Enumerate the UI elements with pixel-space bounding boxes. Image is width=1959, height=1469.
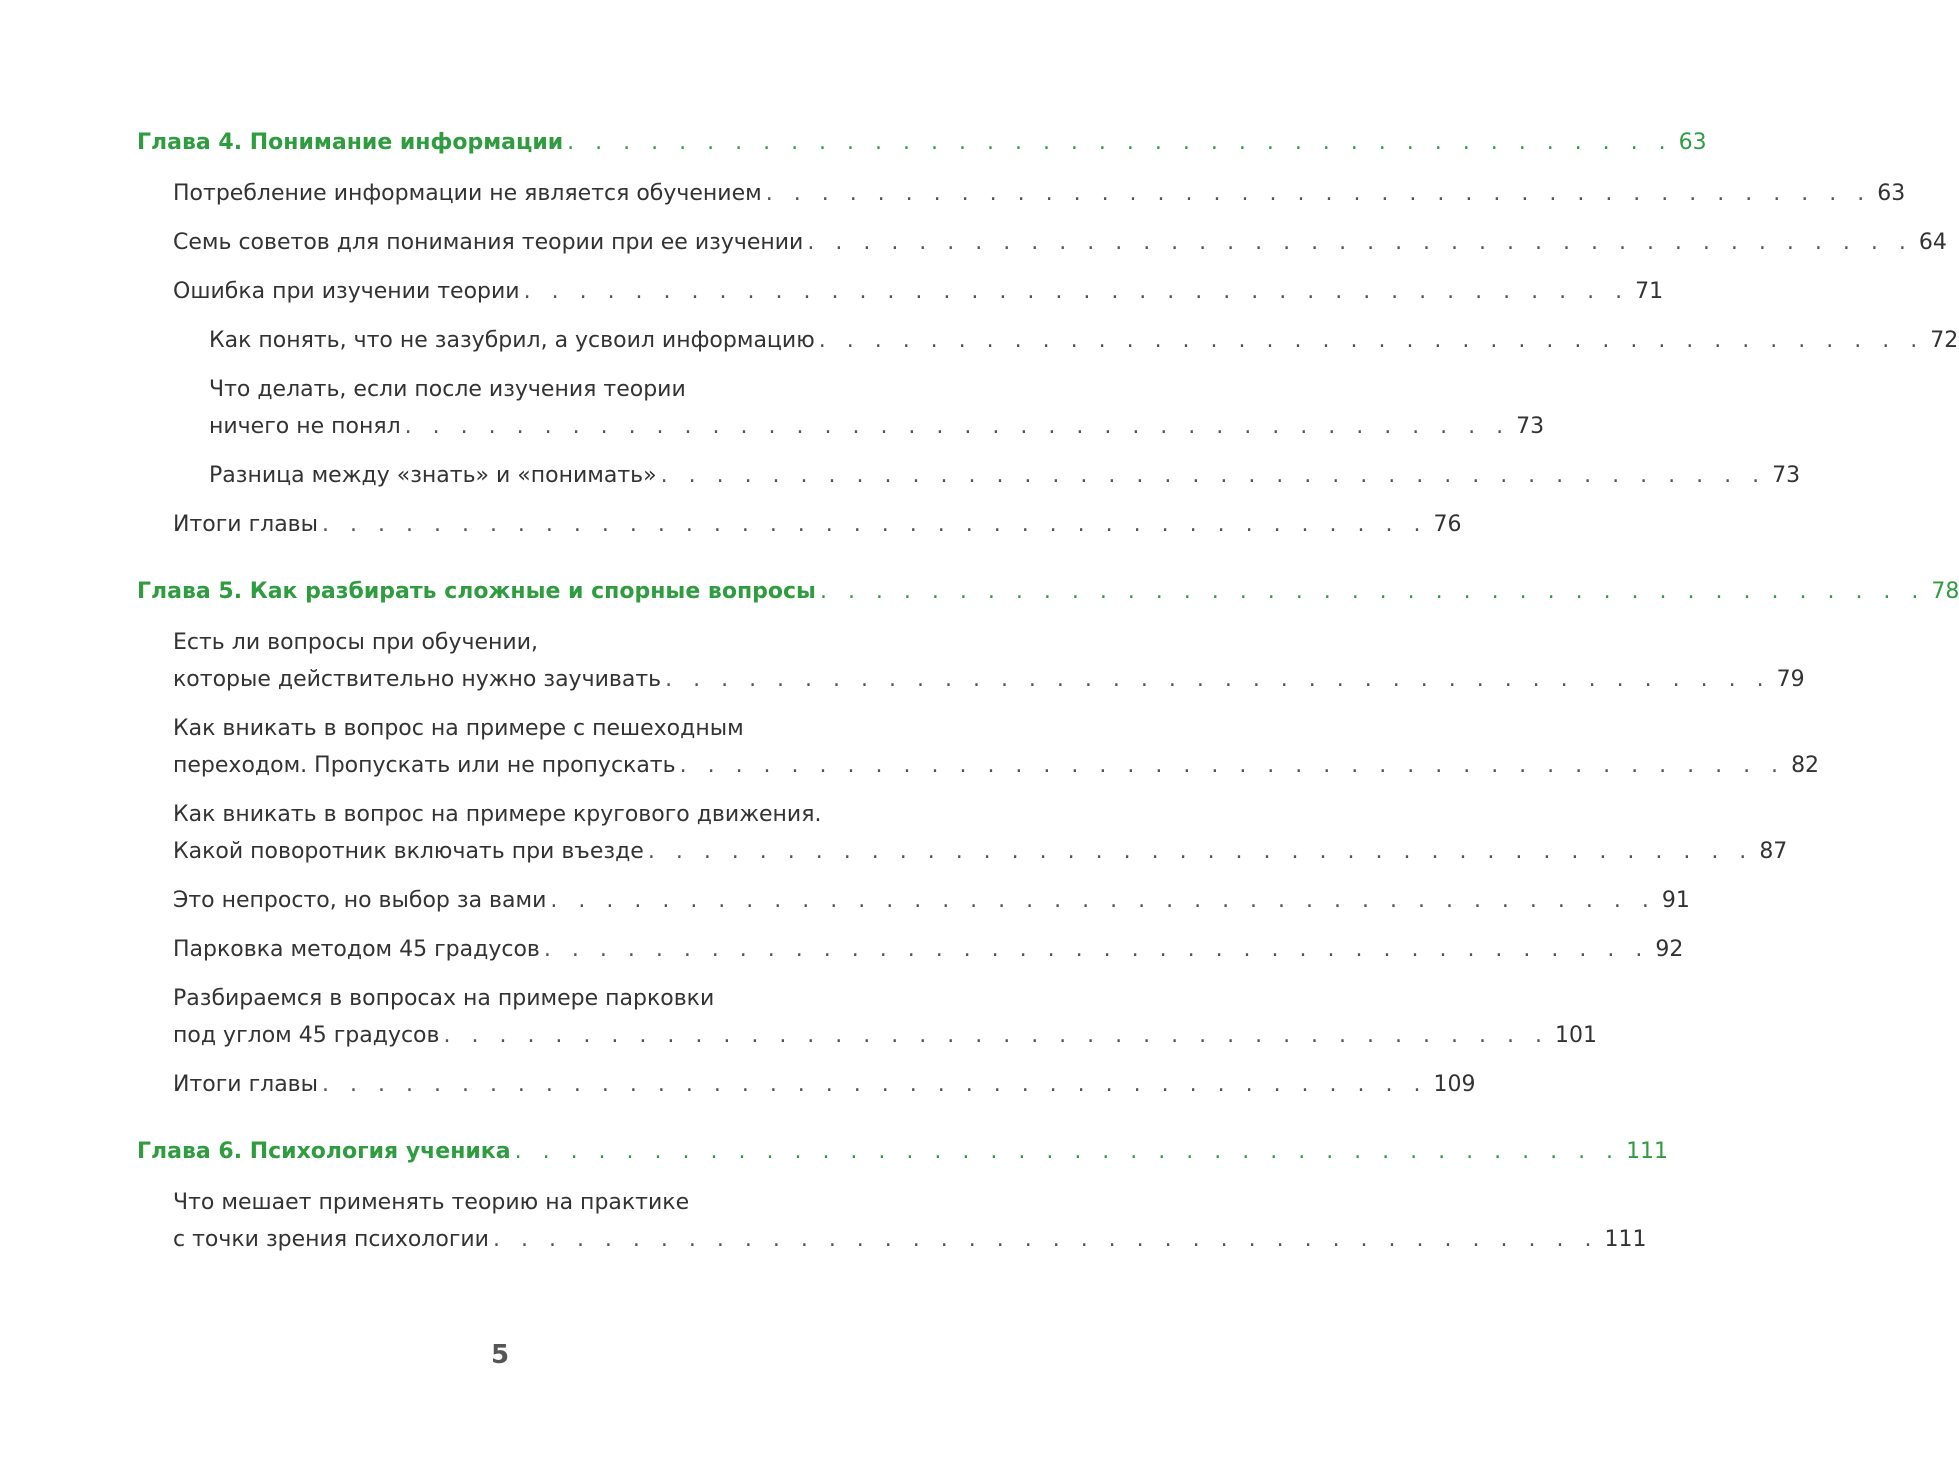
toc-entry-title-line: Что делать, если после изучения теории [209,377,686,402]
toc-entry-title-line: Разбираемся в вопросах на примере парковки [173,986,715,1011]
table-of-contents [137,124,1959,1270]
toc-entry-row [137,573,1959,610]
toc-entry-row [173,1017,1597,1054]
toc-entry-title-line: Как вникать в вопрос на примере с пешеходным [173,716,744,741]
dot-leader: . . . . . . . . . . . . . . . . . . . . . . . . . . . . . . . . . . . . . . . . [404,414,1511,439]
toc-entry-title: Итоги главы [173,1072,319,1097]
toc-entry-title-line: Что мешает применять теорию на практике [173,1190,690,1215]
toc-entry-title: Как понять, что не зазубрил, а усвоил информацию [209,328,815,353]
toc-entry-title: Глава 4. Понимание информации [137,130,564,155]
dot-leader: . . . . . . . . . . . . . . . . . . . . . . . . . . . . . . . . . . . . . . . . [765,181,1872,206]
toc-section-entry [137,796,1788,870]
dot-leader: . . . . . . . . . . . . . . . . . . . . . . . . . . . . . . . . . . . . . . . . [443,1023,1549,1048]
toc-entry-row [173,882,1690,919]
toc-entry-title: которые действительно нужно заучивать [173,667,662,692]
dot-leader: . . . . . . . . . . . . . . . . . . . . . . . . . . . . . . . . . . . . . . . . [660,463,1767,488]
toc-entry-title: под углом 45 градусов [173,1023,440,1048]
toc-section-entry [137,931,1684,968]
toc-entry-row [173,747,1820,784]
toc-entry-row [137,124,1707,161]
dot-leader: . . . . . . . . . . . . . . . . . . . . . . . . . . . . . . . . . . . . . . . . [819,579,1926,604]
toc-page-number: 63 [1877,181,1906,206]
toc-page-number: 111 [1626,1139,1669,1164]
toc-page-number: 101 [1554,1023,1597,1048]
toc-page-number: 63 [1678,130,1707,155]
toc-chapter-entry [137,573,1959,610]
toc-section-entry [137,710,1820,784]
toc-entry-row [173,506,1462,543]
toc-section-entry [137,371,1545,445]
toc-page-number: 111 [1604,1227,1647,1252]
toc-page-number: 71 [1635,279,1664,304]
toc-section-entry [137,273,1664,310]
toc-entry-title: Глава 5. Как разбирать сложные и спорные вопросы [137,579,816,604]
toc-page-number: 82 [1791,753,1820,778]
toc-entry-row [173,931,1684,968]
toc-page-number: 87 [1759,839,1788,864]
toc-page-number: 73 [1516,414,1545,439]
toc-entry-title-line: Есть ли вопросы при обучении, [173,630,539,655]
toc-section-entry [137,506,1462,543]
dot-leader: . . . . . . . . . . . . . . . . . . . . . . . . . . . . . . . . . . . . . . . . [818,328,1925,353]
dot-leader: . . . . . . . . . . . . . . . . . . . . . . . . . . . . . . . . . . . . . . . . [550,888,1656,913]
toc-section-entry [137,1066,1476,1103]
dot-leader: . . . . . . . . . . . . . . . . . . . . . . . . . . . . . . . . . . . . . . . . [492,1227,1599,1252]
toc-entry-row [173,833,1788,870]
toc-entry-row [209,457,1801,494]
dot-leader: . . . . . . . . . . . . . . . . . . . . . . . . . . . . . . . . . . . . . . . . [514,1139,1621,1164]
toc-page-number: 76 [1433,512,1462,537]
toc-entry-row [209,322,1959,359]
dot-leader: . . . . . . . . . . . . . . . . . . . . . . . . . . . . . . . . . . . . . . . . [322,512,1428,537]
toc-entry-row [173,175,1906,212]
dot-leader: . . . . . . . . . . . . . . . . . . . . . . . . . . . . . . . . . . . . . . . . [807,230,1913,255]
toc-entry-title: Какой поворотник включать при въезде [173,839,644,864]
toc-entry-title: Семь советов для понимания теории при ее изучении [173,230,804,255]
toc-entry-title: с точки зрения психологии [173,1227,489,1252]
toc-entry-title: ничего не понял [209,414,401,439]
toc-section-entry [137,175,1906,212]
page-number: 5 [490,1340,510,1370]
toc-section-entry [137,624,1805,698]
toc-page-number: 79 [1776,667,1805,692]
toc-page-number: 78 [1931,579,1959,604]
toc-entry-row [173,661,1805,698]
dot-leader: . . . . . . . . . . . . . . . . . . . . . . . . . . . . . . . . . . . . . . . . [543,937,1650,962]
toc-page-number: 91 [1661,888,1690,913]
toc-section-entry [137,1184,1647,1258]
toc-entry-row [173,1221,1647,1258]
toc-entry-title: Парковка методом 45 градусов [173,937,540,962]
toc-page-number: 109 [1433,1072,1476,1097]
dot-leader: . . . . . . . . . . . . . . . . . . . . . . . . . . . . . . . . . . . . . . . . [322,1072,1428,1097]
toc-section-entry [137,322,1959,359]
dot-leader: . . . . . . . . . . . . . . . . . . . . . . . . . . . . . . . . . . . . . . . . [647,839,1754,864]
toc-entry-title: Ошибка при изучении теории [173,279,520,304]
toc-section-entry [137,224,1947,261]
toc-entry-row [173,224,1947,261]
toc-page-number: 73 [1772,463,1801,488]
toc-section-entry [137,882,1690,919]
toc-entry-title: Глава 6. Психология ученика [137,1139,511,1164]
toc-entry-title: переходом. Пропускать или не пропускать [173,753,676,778]
toc-page-number: 64 [1918,230,1947,255]
toc-entry-row [173,1066,1476,1103]
toc-entry-title: Это непросто, но выбор за вами [173,888,547,913]
dot-leader: . . . . . . . . . . . . . . . . . . . . . . . . . . . . . . . . . . . . . . . . [567,130,1673,155]
toc-chapter-entry [137,1133,1669,1170]
toc-section-entry [137,457,1801,494]
toc-entry-row [137,1133,1669,1170]
dot-leader: . . . . . . . . . . . . . . . . . . . . . . . . . . . . . . . . . . . . . . . . [665,667,1771,692]
toc-page-number: 92 [1655,937,1684,962]
dot-leader: . . . . . . . . . . . . . . . . . . . . . . . . . . . . . . . . . . . . . . . . [523,279,1630,304]
dot-leader: . . . . . . . . . . . . . . . . . . . . . . . . . . . . . . . . . . . . . . . . [679,753,1786,778]
toc-entry-row [173,273,1664,310]
toc-entry-title: Итоги главы [173,512,319,537]
toc-entry-row [209,408,1545,445]
toc-chapter-entry [137,124,1707,161]
toc-page-number: 72 [1930,328,1959,353]
toc-entry-title: Разница между «знать» и «понимать» [209,463,657,488]
toc-section-entry [137,980,1597,1054]
toc-entry-title-line: Как вникать в вопрос на примере кругового движения. [173,802,822,827]
toc-entry-title: Потребление информации не является обучением [173,181,762,206]
